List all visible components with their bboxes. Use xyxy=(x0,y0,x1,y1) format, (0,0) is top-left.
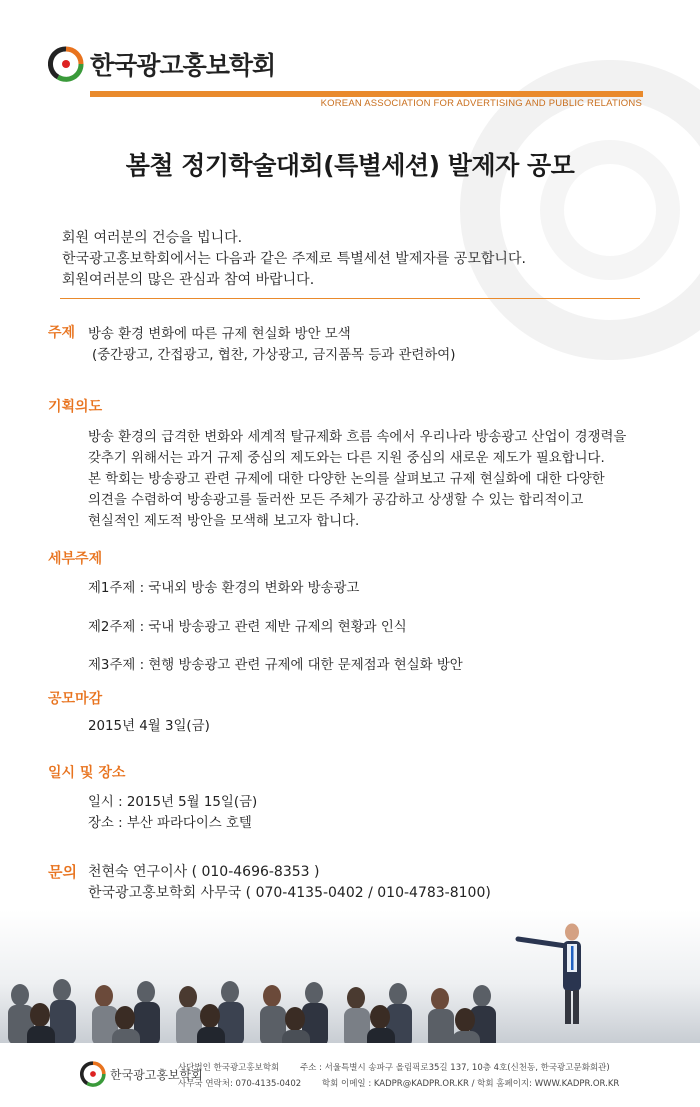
audience-illustration xyxy=(0,910,700,1043)
org-name: 한국광고홍보학회 xyxy=(90,51,276,80)
purpose-text xyxy=(88,427,626,532)
purpose-line: 방송 환경의 급격한 변화와 세계적 탈규제화 흐름 속에서 우리나라 방송광고 산업이 경쟁력을 xyxy=(88,430,627,445)
greeting xyxy=(62,228,526,291)
seminar-photo xyxy=(0,910,700,1043)
header-bar xyxy=(90,91,643,97)
subtopic-item: 제1주제 : 국내외 방송 환경의 변화와 방송광고 xyxy=(88,581,360,596)
greeting-line: 한국광고홍보학회에서는 다음과 같은 주제로 특별세션 발제자를 공모합니다. xyxy=(62,251,526,267)
deadline-value: 2015년 4월 3일(금) xyxy=(88,719,210,734)
society-logo-icon xyxy=(80,1061,106,1087)
topic-line: (중간광고, 간접광고, 협찬, 가상광고, 금지품목 등과 관련하여) xyxy=(92,348,456,363)
footer-email: 학회 이메일 : KADPR@KADPR.OR.KR / 학회 홈페이지: WWW.KADPR.OR.KR xyxy=(321,1079,620,1089)
footer-address: 주소 : 서울특별시 송파구 올림픽로35길 137, 10층 4호(신천동, 한국광고문화회관) xyxy=(299,1063,610,1073)
contact-label: 문의 xyxy=(48,863,77,881)
contact-line: 한국광고홍보학회 사무국 ( 070-4135-0402 / 010-4783-8100) xyxy=(88,885,491,901)
deadline-label: 공모마감 xyxy=(48,691,103,707)
schedule-text xyxy=(88,792,257,834)
footer xyxy=(0,1043,700,1107)
purpose-label: 기획의도 xyxy=(48,399,103,415)
footer-logo-text: 한국광고홍보학회 xyxy=(110,1067,203,1082)
purpose-line: 의견을 수렴하여 방송광고를 둘러싼 모든 주체가 공감하고 상생할 수 있는 합리적이고 xyxy=(88,493,584,508)
purpose-line: 본 학회는 방송광고 관련 규제에 대한 다양한 논의를 살펴보고 규제 현실화에 대한 다양한 xyxy=(88,472,605,487)
subtopic-item: 제2주제 : 국내 방송광고 관련 제반 규제의 현황과 인식 xyxy=(88,620,407,635)
footer-info xyxy=(178,1060,637,1092)
footer-org: 사단법인 한국광고홍보학회 xyxy=(178,1063,280,1073)
greeting-line: 회원 여러분의 건승을 빕니다. xyxy=(62,230,243,246)
purpose-line: 현실적인 제도적 방안을 모색해 보고자 합니다. xyxy=(88,514,360,529)
society-logo-icon xyxy=(48,46,84,82)
contact-text xyxy=(88,862,491,904)
footer-phone: 사무국 연락처: 070-4135-0402 xyxy=(178,1079,302,1089)
presenter-figure xyxy=(518,924,581,1025)
greeting-line: 회원여러분의 많은 관심과 참여 바랍니다. xyxy=(62,272,315,288)
purpose-line: 갖추기 위해서는 과거 규제 중심의 제도와는 다른 지원 중심의 새로운 제도가 필요합니다. xyxy=(88,451,605,466)
topic-text xyxy=(88,324,455,366)
contact-line: 천현숙 연구이사 ( 010-4696-8353 ) xyxy=(88,864,320,880)
schedule-place: 장소 : 부산 파라다이스 호텔 xyxy=(88,816,252,831)
header xyxy=(48,46,275,82)
topic-label: 주제 xyxy=(48,325,76,341)
org-english-name: KOREAN ASSOCIATION FOR ADVERTISING AND PUBLIC RELATIONS xyxy=(320,98,642,109)
topic-line: 방송 환경 변화에 따른 규제 현실화 방안 모색 xyxy=(88,327,351,342)
subtopic-item: 제3주제 : 현행 방송광고 관련 규제에 대한 문제점과 현실화 방안 xyxy=(88,658,463,673)
schedule-label: 일시 및 장소 xyxy=(48,765,126,781)
schedule-date: 일시 : 2015년 5월 15일(금) xyxy=(88,795,258,810)
divider xyxy=(60,298,640,299)
page-title: 봄철 정기학술대회(특별세션) 발제자 공모 xyxy=(125,151,575,180)
subtopics-label: 세부주제 xyxy=(48,551,103,567)
